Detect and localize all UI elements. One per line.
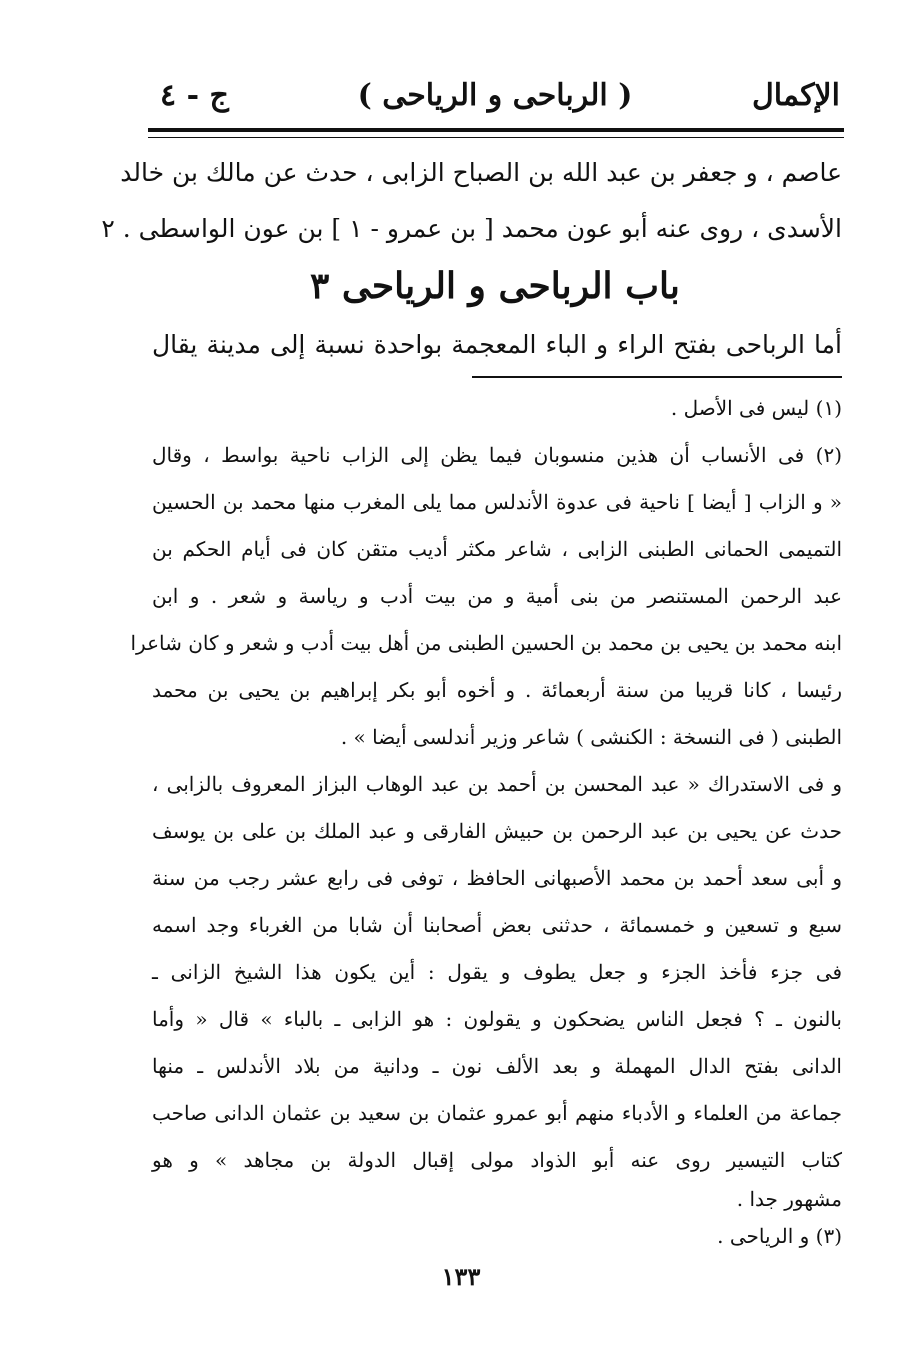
text-line: الأسدى ، روى عنه أبو عون محمد [ بن عمرو - ١ ] بن عون الواسطى . ٢ — [101, 214, 842, 243]
header-rule-thick — [148, 128, 844, 132]
footnote-line: التميمى الحمانى الطبنى الزابى ، شاعر مكثر أديب متقن كان فى أيام الحكم بن — [152, 537, 842, 561]
header-rule-thin — [148, 137, 844, 138]
footnote-line: سبع و تسعين و خمسمائة ، حدثنى بعض أصحابنا أن شابا من الغرباء وجد اسمه — [152, 913, 842, 937]
footnote-line: (١) ليس فى الأصل . — [670, 396, 842, 420]
footnote-line: (٣) و الرياحى . — [717, 1224, 842, 1248]
footnote-line: حدث عن يحيى بن عبد الرحمن بن حبيش الفارقى و عبد الملك بن على بن يوسف — [152, 819, 842, 843]
footnote-line: جماعة من العلماء و الأدباء منهم أبو عمرو عثمان بن سعيد بن عثمان الدانى صاحب — [152, 1101, 842, 1125]
page-number: ١٣٣ — [441, 1262, 481, 1291]
footnote-line: ابنه محمد بن يحيى بن محمد بن الحسين الطبنى من أهل بيت أدب و شعر و كان شاعرا — [130, 631, 842, 655]
footnote-line: عبد الرحمن المستنصر من بنى أمية و من بيت أدب و رياسة و شعر . و ابن — [152, 584, 842, 608]
footnote-line: و أبى سعد أحمد بن محمد الأصبهانى الحافظ ، توفى فى رابع عشر رجب من سنة — [152, 866, 842, 890]
footnote-line: الطبنى ( فى النسخة : الكنشى ) شاعر وزير أندلسى أيضا » . — [340, 725, 842, 749]
footnote-line: الدانى بفتح الدال المهملة و بعد الألف نون ـ ودانية من بلاد الأندلس ـ منها — [152, 1054, 842, 1078]
text-line: عاصم ، و جعفر بن عبد الله بن الصباح الزابى ، حدث عن مالك بن خالد — [120, 158, 842, 187]
volume-label: ج - ٤ — [160, 78, 229, 113]
text-line: أما الرباحى بفتح الراء و الباء المعجمة بواحدة نسبة إلى مدينة يقال — [152, 330, 842, 359]
book-title: الإكمال — [751, 78, 840, 113]
chapter-heading: باب الرباحى و الرياحى ٣ — [310, 265, 680, 307]
header-chapter-title: ( الرباحى و الرياحى ) — [357, 78, 633, 113]
footnote-line: و فى الاستدراك « عبد المحسن بن أحمد بن عبد الوهاب البزاز المعروف بالزابى ، — [152, 772, 842, 796]
footnote-line: مشهور جدا . — [736, 1187, 842, 1211]
footnote-line: رئيسا ، كانا قريبا من سنة أربعمائة . و أخوه أبو بكر إبراهيم بن يحيى بن محمد — [152, 678, 842, 702]
footnote-line: بالنون ـ ؟ فجعل الناس يضحكون و يقولون : هو الزابى ـ بالباء » قال « وأما — [152, 1007, 842, 1031]
footnote-line: فى جزء فأخذ الجزء و جعل يطوف و يقول : أين يكون هذا الشيخ الزانى ـ — [152, 960, 842, 984]
footnote-separator — [472, 376, 842, 378]
running-header — [150, 78, 840, 122]
footnote-line: كتاب التيسير روى عنه أبو الذواد مولى إقبال الدولة بن مجاهد » و هو — [152, 1148, 842, 1172]
footnote-line: « و الزاب [ أيضا ] ناحية فى عدوة الأندلس مما يلى المغرب منها محمد بن الحسين — [152, 490, 842, 514]
footnote-line: (٢) فى الأنساب أن هذين منسوبان فيما يظن إلى الزاب ناحية بواسط ، وقال — [152, 443, 842, 467]
